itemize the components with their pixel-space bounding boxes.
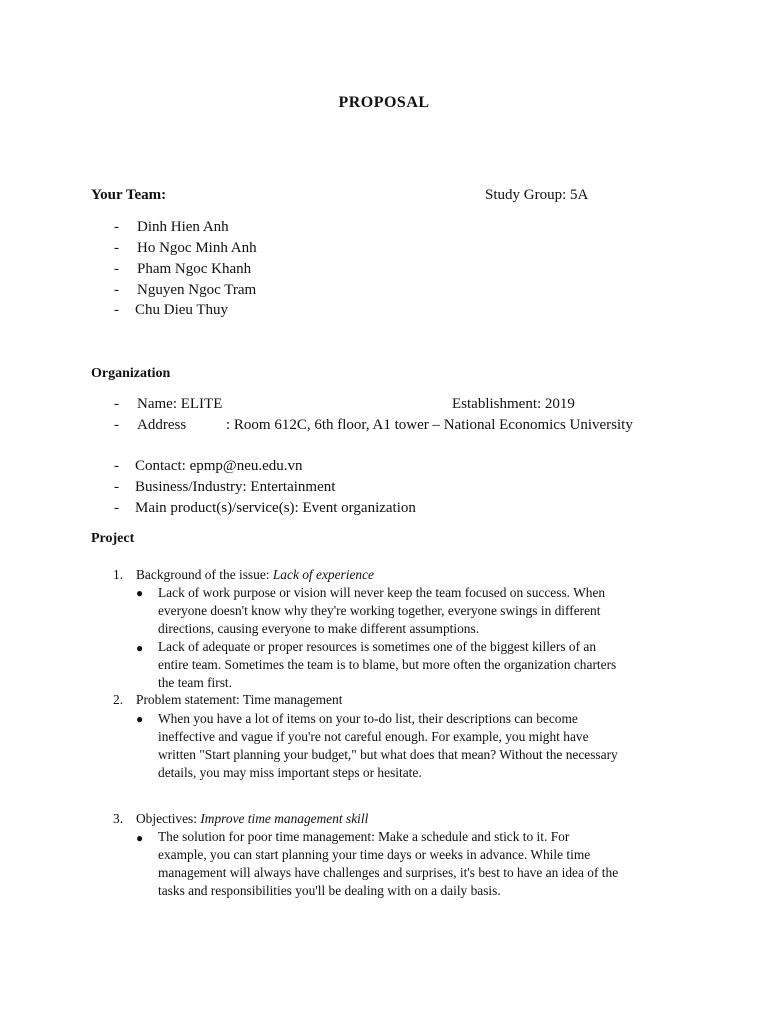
text-line: The solution for poor time management: Make a schedule and stick to it. For bbox=[158, 829, 570, 844]
org-address-label: Address bbox=[137, 417, 187, 433]
bullet-icon: ● bbox=[136, 712, 144, 726]
org-contact: Contact: epmp@neu.edu.vn bbox=[135, 458, 303, 474]
study-group-label: Study Group: 5A bbox=[485, 187, 589, 203]
list-dash: - bbox=[114, 396, 119, 412]
item-number: 1. bbox=[113, 567, 124, 582]
item-heading: Problem statement: Time management bbox=[136, 692, 343, 707]
item-heading bbox=[136, 567, 374, 583]
team-member: Chu Dieu Thuy bbox=[135, 302, 229, 318]
bullet-icon: ● bbox=[136, 586, 144, 600]
project-heading: Project bbox=[91, 531, 135, 546]
item-label: Objectives: bbox=[136, 811, 201, 826]
text-line: tasks and responsibilities you'll be dealing with on a daily basis. bbox=[158, 883, 501, 898]
team-member: Dinh Hien Anh bbox=[137, 219, 229, 235]
item-label: Background of the issue: bbox=[136, 567, 273, 582]
bullet-paragraph bbox=[158, 710, 688, 782]
text-line: details, you may miss important steps or hesitate. bbox=[158, 765, 422, 780]
list-dash: - bbox=[114, 219, 119, 235]
list-dash: - bbox=[114, 302, 119, 318]
list-dash: - bbox=[114, 479, 119, 495]
text-line: everyone doesn't know why they're working together, everyone swings in different bbox=[158, 603, 601, 618]
text-line: the team first. bbox=[158, 675, 232, 690]
bullet-paragraph bbox=[158, 584, 688, 638]
list-dash: - bbox=[114, 458, 119, 474]
page-title: PROPOSAL bbox=[338, 94, 430, 111]
item-number: 2. bbox=[113, 692, 124, 707]
team-member: Nguyen Ngoc Tram bbox=[137, 282, 257, 298]
team-member: Ho Ngoc Minh Anh bbox=[137, 240, 257, 256]
item-number: 3. bbox=[113, 811, 124, 826]
team-heading: Your Team: bbox=[91, 187, 167, 203]
bullet-icon: ● bbox=[136, 641, 144, 655]
org-business: Business/Industry: Entertainment bbox=[135, 479, 336, 495]
org-establishment: Establishment: 2019 bbox=[452, 396, 575, 412]
org-address-value: : Room 612C, 6th floor, A1 tower – National Economics University bbox=[226, 417, 633, 433]
text-line: entire team. Sometimes the team is to blame, but more often the organization charters bbox=[158, 657, 617, 672]
list-dash: - bbox=[114, 240, 119, 256]
list-dash: - bbox=[114, 417, 119, 433]
org-main-product: Main product(s)/service(s): Event organization bbox=[135, 500, 416, 516]
text-line: When you have a lot of items on your to-do list, their descriptions can become bbox=[158, 711, 578, 726]
organization-heading: Organization bbox=[91, 366, 171, 381]
text-line: example, you can start planning your time days or weeks in advance. While time bbox=[158, 847, 591, 862]
text-line: directions, causing everyone to make different assumptions. bbox=[158, 621, 480, 636]
list-dash: - bbox=[114, 282, 119, 298]
org-name: Name: ELITE bbox=[137, 396, 223, 412]
text-line: Lack of adequate or proper resources is sometimes one of the biggest killers of an bbox=[158, 639, 597, 654]
bullet-icon: ● bbox=[136, 831, 144, 845]
item-emphasis: Improve time management skill bbox=[200, 811, 369, 826]
team-member: Pham Ngoc Khanh bbox=[137, 261, 252, 277]
text-line: management will always have challenges and surprises, it's best to have an idea of the bbox=[158, 865, 619, 880]
text-line: Lack of work purpose or vision will never keep the team focused on success. When bbox=[158, 585, 606, 600]
text-line: ineffective and vague if you're not careful enough. For example, you might have bbox=[158, 729, 589, 744]
list-dash: - bbox=[114, 261, 119, 277]
text-line: written "Start planning your budget," but what does that mean? Without the necessary bbox=[158, 747, 618, 762]
item-heading bbox=[136, 811, 368, 827]
list-dash: - bbox=[114, 500, 119, 516]
bullet-paragraph bbox=[158, 638, 688, 692]
item-emphasis: Lack of experience bbox=[272, 567, 374, 582]
bullet-paragraph bbox=[158, 828, 688, 900]
